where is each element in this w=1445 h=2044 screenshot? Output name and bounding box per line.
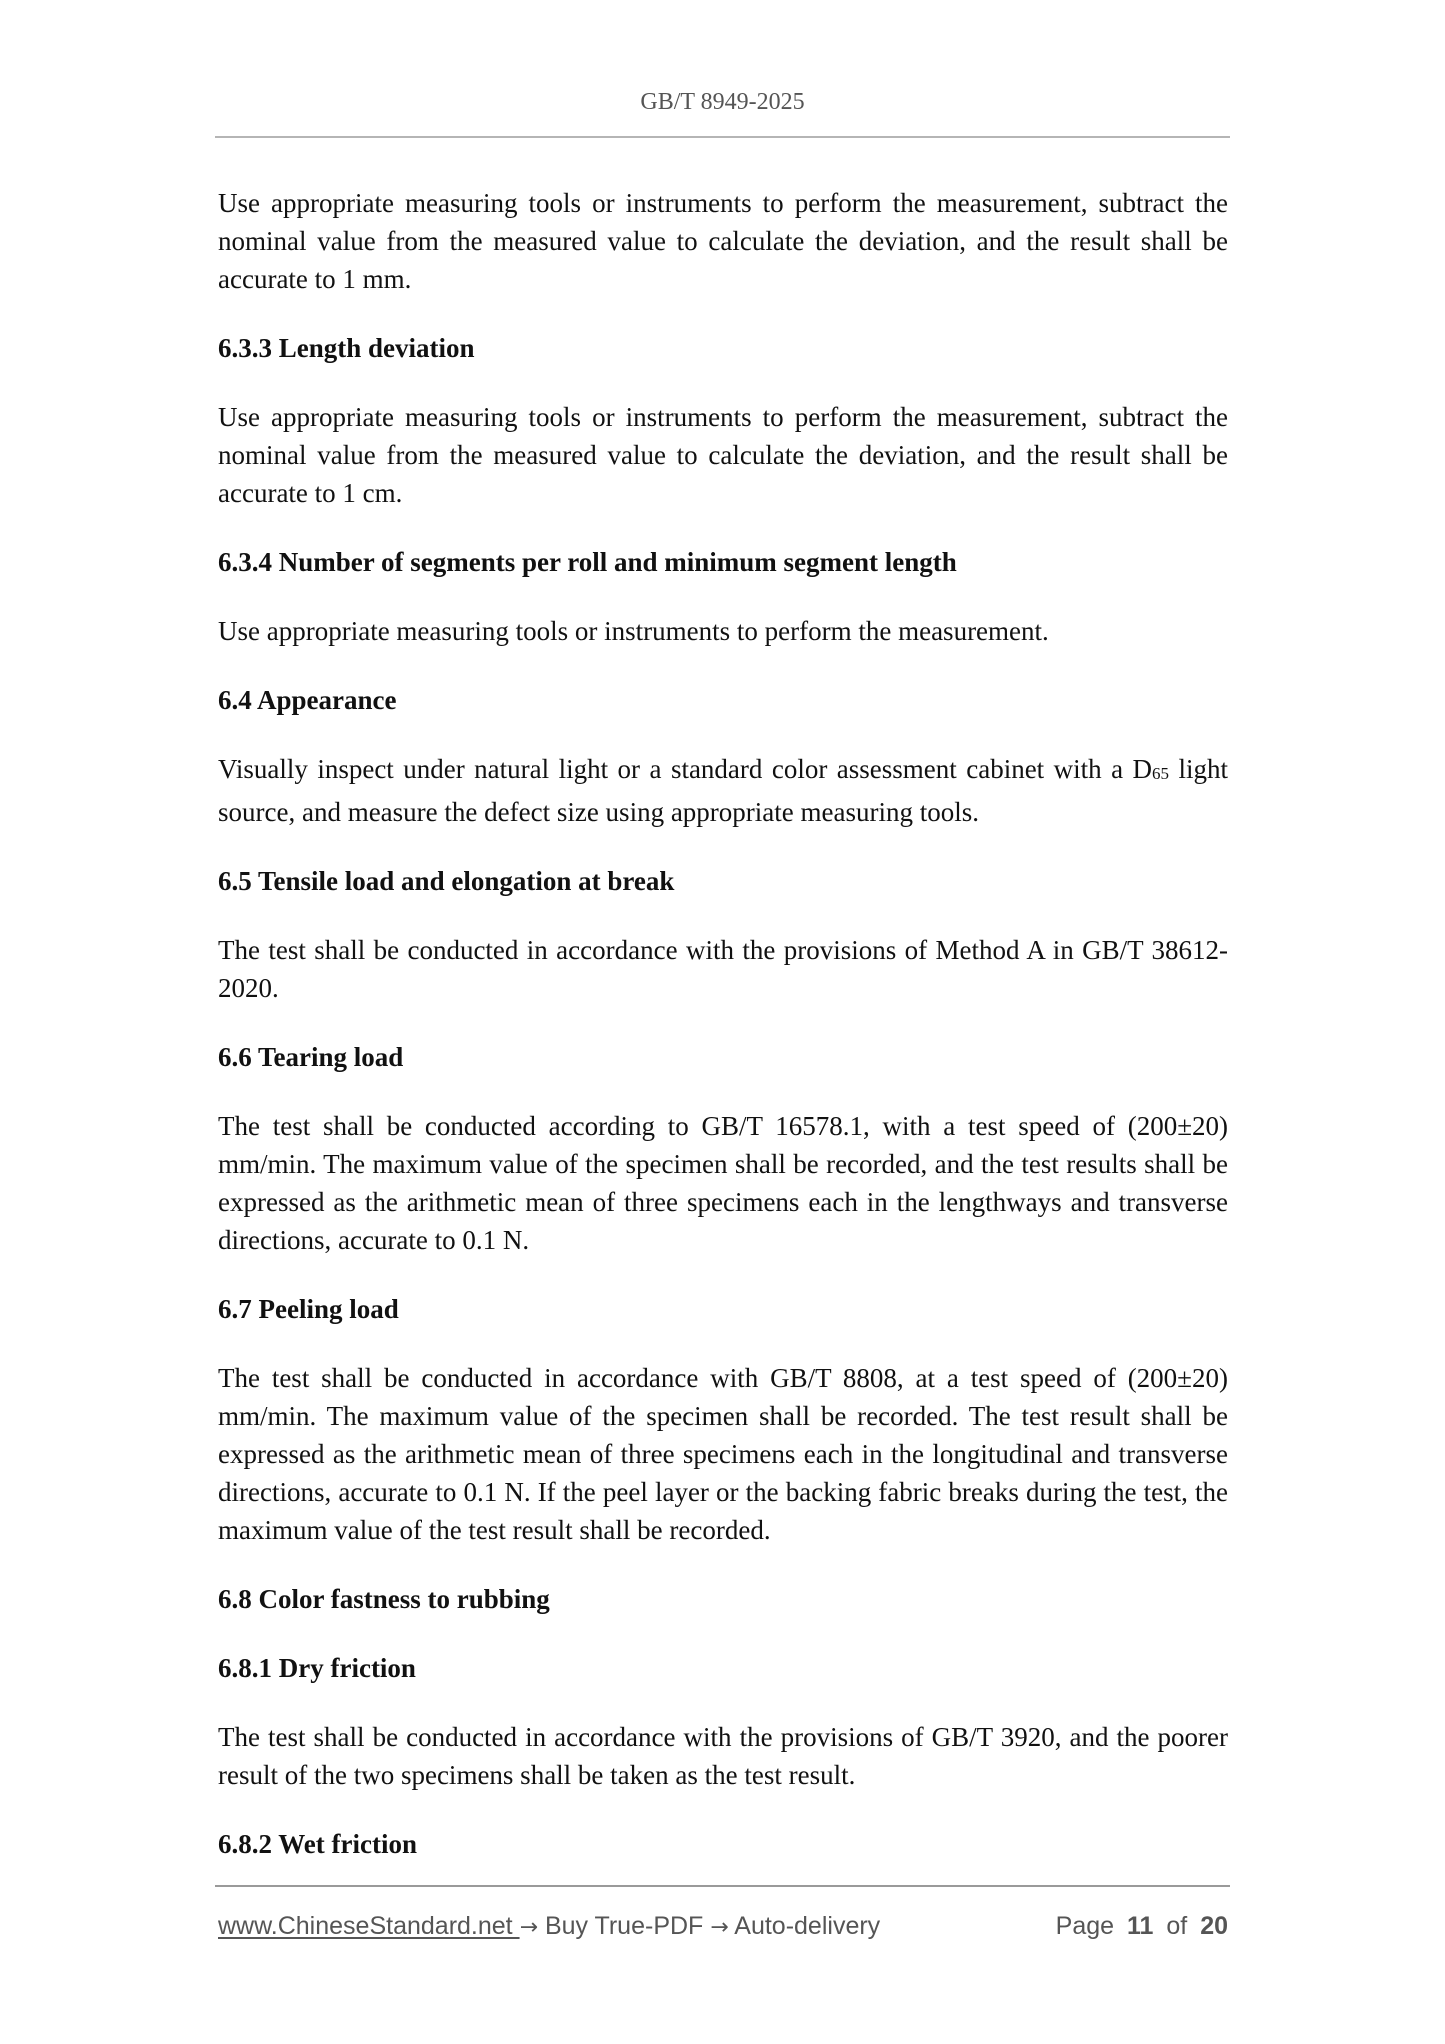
section-heading-6-4: 6.4 Appearance xyxy=(218,685,397,715)
paragraph-length-deviation: Use appropriate measuring tools or instruments to perform the measurement, subtract the nominal value from the measured value to calculate the deviation, and the result shall be accurate to 1 cm. xyxy=(218,402,1228,508)
paragraph-tensile-load: The test shall be conducted in accordance with the provisions of Method A in GB/T 38612-2020. xyxy=(218,935,1228,1003)
d65-subscript: 65 xyxy=(1152,764,1170,783)
right-arrow-icon: → xyxy=(519,1915,538,1940)
page-header-title: GB/T 8949-2025 xyxy=(640,89,805,115)
auto-delivery-text: Auto-delivery xyxy=(728,1912,881,1940)
paragraph-dry-friction: The test shall be conducted in accordance with the provisions of GB/T 3920, and the poorer result of the two specimens shall be taken as the test result. xyxy=(218,1722,1228,1790)
section-heading-6-7: 6.7 Peeling load xyxy=(218,1294,399,1324)
section-heading-6-8-2: 6.8.2 Wet friction xyxy=(218,1829,417,1859)
section-heading-6-6: 6.6 Tearing load xyxy=(218,1042,404,1072)
section-heading-6-3-4: 6.3.4 Number of segments per roll and minimum segment length xyxy=(218,547,957,577)
right-arrow-icon: → xyxy=(710,1915,729,1940)
section-heading-6-5: 6.5 Tensile load and elongation at break xyxy=(218,866,675,896)
document-body xyxy=(218,184,1228,1894)
section-heading-6-8-1: 6.8.1 Dry friction xyxy=(218,1653,416,1683)
paragraph-tearing-load: The test shall be conducted according to GB/T 16578.1, with a test speed of (200±20) mm/min. The maximum value of the specimen shall be recorded, and the test results shall be expressed as the arithmetic mean of three specimens each in the lengthways and transverse directions, accurate to 0.1 N. xyxy=(218,1111,1228,1255)
section-heading-6-8: 6.8 Color fastness to rubbing xyxy=(218,1584,550,1614)
appearance-text-post: light source, and measure the defect size using appropriate measuring tools. xyxy=(218,754,1228,827)
header-divider xyxy=(215,136,1230,138)
page-label: Page xyxy=(1055,1912,1115,1940)
paragraph-width-deviation-method: Use appropriate measuring tools or instruments to perform the measurement, subtract the nominal value from the measured value to calculate the deviation, and the result shall be accurate to 1 mm. xyxy=(218,188,1228,294)
page-footer xyxy=(218,1908,1228,1944)
section-heading-6-3-3: 6.3.3 Length deviation xyxy=(218,333,475,363)
chinesestandard-link[interactable]: www.ChineseStandard.net xyxy=(218,1912,520,1940)
footer-divider xyxy=(215,1885,1230,1887)
of-label: of xyxy=(1166,1912,1188,1940)
appearance-text-pre: Visually inspect under natural light or a standard color assessment cabinet with a D xyxy=(218,754,1153,784)
paragraph-appearance xyxy=(218,750,1228,831)
current-page-number: 11 xyxy=(1126,1912,1154,1940)
buy-true-pdf-text: Buy True-PDF xyxy=(538,1912,711,1940)
page-number xyxy=(1056,1908,1228,1944)
paragraph-peeling-load: The test shall be conducted in accordance with GB/T 8808, at a test speed of (200±20) mm/min. The maximum value of the specimen shall be recorded. The test result shall be expressed as the arithmetic mean of three specimens each in the longitudinal and transverse directions, accurate to 0.1 N. If the peel layer or the backing fabric breaks during the test, the maximum value of the test result shall be recorded. xyxy=(218,1363,1228,1545)
paragraph-segments-per-roll: Use appropriate measuring tools or instruments to perform the measurement. xyxy=(218,616,1049,646)
total-page-count: 20 xyxy=(1200,1912,1228,1940)
footer-promo xyxy=(218,1908,880,1946)
